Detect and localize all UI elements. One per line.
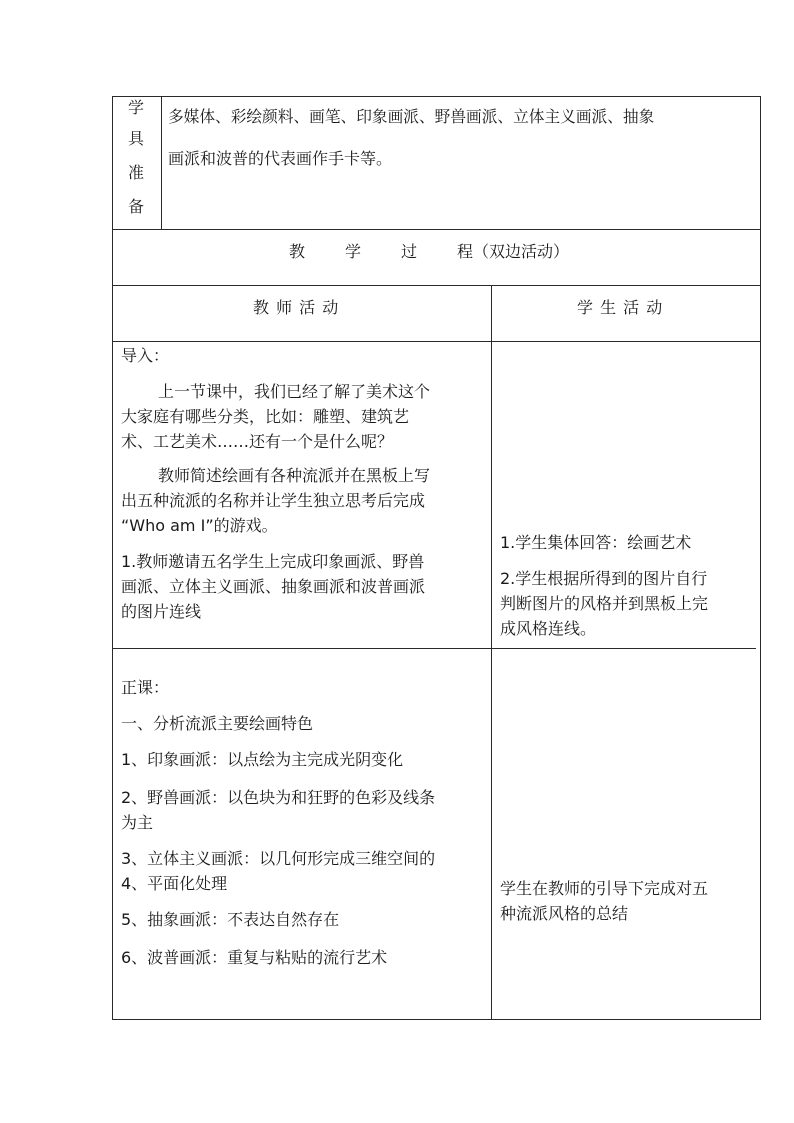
row-divider-3: [112, 341, 761, 342]
intro-title: 导入：: [121, 346, 170, 365]
main-item-5: 5、抽象画派：不表达自然存在: [121, 910, 340, 929]
main-title: 正课：: [121, 678, 170, 697]
intro-para1-line-3: 术、工艺美术……还有一个是什么呢？: [121, 432, 394, 451]
intro-student-2-line-2: 判断图片的风格并到黑板上完: [500, 594, 709, 613]
teacher-column-header: 教 师 活 动: [253, 298, 339, 317]
prep-label-divider: [161, 96, 162, 230]
prep-label-char-4: 备: [128, 197, 145, 216]
main-item-3-line-1: 3、立体主义画派：以几何形完成三维空间的: [121, 849, 436, 868]
main-item-2-line-2: 为主: [121, 813, 154, 832]
intro-para3-line-2: 画派、立体主义画派、抽象画派和波普画派: [121, 577, 426, 596]
intro-para2-line-3: “Who am I”的游戏。: [121, 516, 278, 535]
main-item-6: 6、波普画派：重复与粘贴的流行艺术: [121, 948, 388, 967]
table-border-left: [112, 96, 113, 1020]
process-heading-suffix: （双边活动）: [473, 242, 570, 261]
main-item-3-line-2: 4、平面化处理: [121, 874, 228, 893]
prep-label-char-3: 准: [128, 163, 145, 182]
intro-para1-line-2: 大家庭有哪些分类，比如：雕塑、建筑艺: [121, 407, 410, 426]
intro-para2-line-1: 教师简述绘画有各种流派并在黑板上写: [158, 466, 431, 485]
main-item-1: 1、印象画派：以点绘为主完成光阴变化: [121, 750, 404, 769]
prep-label-char-2: 具: [128, 129, 145, 148]
table-border-bottom: [112, 1019, 761, 1020]
process-heading-char-3: 过: [401, 242, 418, 261]
intro-student-2-line-3: 成风格连线。: [500, 619, 597, 638]
main-item-2-line-1: 2、野兽画派：以色块为和狂野的色彩及线条: [121, 788, 436, 807]
process-heading-char-4: 程: [457, 242, 474, 261]
intro-para3-line-1: 1.教师邀请五名学生上完成印象画派、野兽: [121, 552, 425, 571]
main-student-line-2: 种流派风格的总结: [500, 904, 629, 923]
process-heading-char-2: 学: [345, 242, 362, 261]
intro-para2-line-2: 出五种流派的名称并让学生独立思考后完成: [121, 491, 426, 510]
intro-student-2-line-1: 2.学生根据所得到的图片自行: [500, 569, 708, 588]
process-heading-char-1: 教: [289, 242, 306, 261]
prep-content-line-1: 多媒体、彩绘颜料、画笔、印象画派、野兽画派、立体主义画派、抽象: [168, 107, 655, 126]
column-divider: [491, 285, 492, 1020]
prep-label-char-1: 学: [128, 98, 145, 117]
table-border-right: [760, 96, 761, 1020]
prep-content-line-2: 画派和波普的代表画作手卡等。: [168, 149, 393, 168]
intro-student-1: 1.学生集体回答：绘画艺术: [500, 533, 692, 552]
row-divider-2: [112, 285, 761, 286]
main-subtitle: 一、分析流派主要绘画特色: [121, 714, 314, 733]
intro-para1-line-1: 上一节课中，我们已经了解了美术这个: [158, 382, 431, 401]
table-border-top: [112, 96, 761, 97]
main-student-line-1: 学生在教师的引导下完成对五: [500, 879, 709, 898]
intro-para3-line-3: 的图片连线: [121, 602, 202, 621]
row-divider-1: [112, 229, 761, 230]
student-column-header: 学 生 活 动: [577, 298, 663, 317]
row-divider-4: [112, 648, 756, 649]
